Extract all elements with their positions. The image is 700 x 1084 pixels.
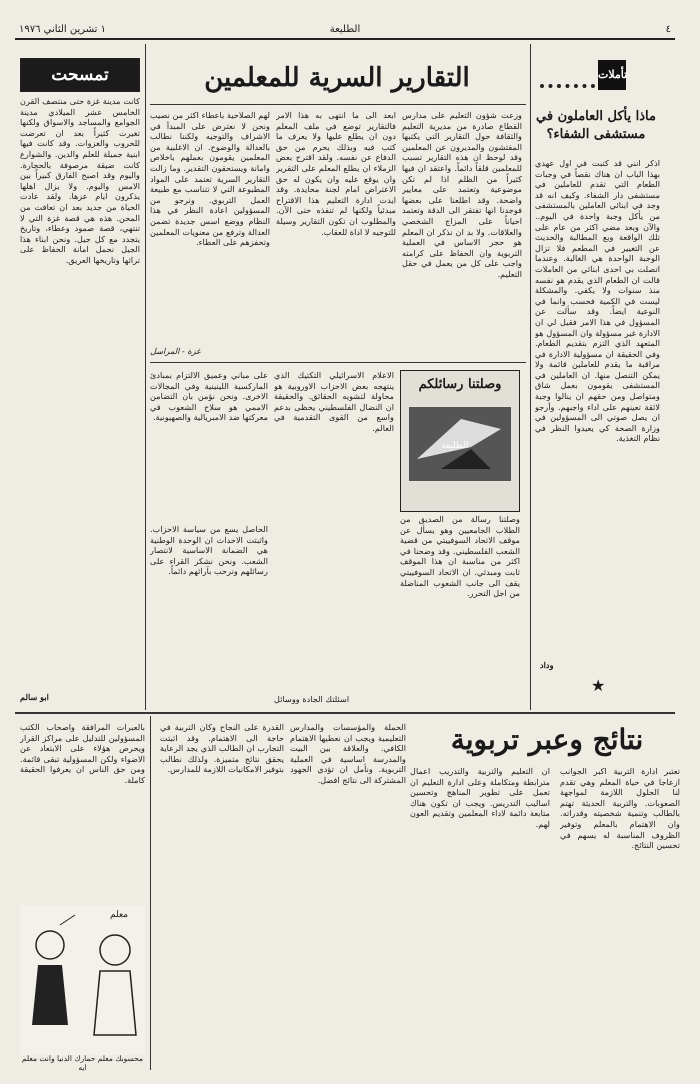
star-icon: ★ <box>591 676 606 695</box>
letters-col-d: الحاصل يسع من سياسة الاحزاب. واثبتت الاحداث ان الوحدة الوطنية هي الضمانة الاساسية لانتصار الشعب. ونحن نشكر القراء على رسائلهم ونرحب بآرائهم دائماً. <box>150 524 268 577</box>
letters-col-c: على مباني وعميق الالتزام بمبادئ الماركسية اللينينية وفي المجالات الاخرى. ونحن نؤمن بان التضامن الاممي هو سلاح الشعوب في معركتها ضد الامبريالية والصهيونية. <box>150 370 268 423</box>
cartoon-label: معلم <box>110 910 129 920</box>
column-rule <box>530 44 531 710</box>
education-headline: نتائج وعبر تربوية <box>450 723 644 756</box>
teachers-col-c: لهم الصلاحية باعطاء اكثر من نصيب ونحن لا نعترض على المبدأ في الاشراف والتوجيه ولكننا نطالب بالعدالة والوضوح. ان الاغلبية من المعلمين يقومون بعملهم باخلاص وامانة ويستحقون التقدير. وما زالت التقارير السرية تعتمد على المواد المطبوعة التي لا تتناسب مع طبيعة العمل التربوي. ونرجو من المسؤولين اعادة النظر في هذا النظام ووضع اسس جديدة تضمن العدالة وترفع من معنويات المعلمين وتحفزهم على العطاء. <box>150 110 270 248</box>
headline-rule <box>150 104 526 105</box>
bottom-left-body: بالعبرات المرافقة واصحاب الكتب المسؤولين للتدليل على مراكز القرار ويحرص هؤلاء على الابتعاد عن الاضواء ولكن المسؤولية تبقى قائمة. ومن حق الناس ان يعرفوا الحقيقة كاملة. <box>20 722 145 785</box>
education-col-c: الحملة والمؤسسات والمدارس التعليمية ويجب ان نعطيها الاهتمام الكافي. والعلاقة بين البيت والمدرسة اساسية في العملية التربوية. ونأمل ان تؤدي الجهود المشتركة الى نتائج افضل. <box>290 722 406 785</box>
right-column-body: اذكر انني قد كتبت في اول عهدي بهذا الباب ان هناك نقصاً في وجبات الطعام التي تقدم للعاملين في مستشفى دار الشفاء. وكيف انه قد وجد في ابنائي العاملين بالمستشفى من يأكل وجبة واحدة في اليوم.. والآن وبعد مضي اكثر من عام على تلك الواقعة وبع المطالبة والحديث عن التغيير في المطعم فلا تزال الوجبة الواحدة هي الغالبة. وعندما اتصلت بي احدى ابنائي من العاملات قالت ان الطعام الذي يقدم هو نفسه منذ سنوات ولا يكفي. والمشكلة ليست في الكمية فحسب وانما في النوعية ايضاً. وقد سألت عن المسؤول في هذا الامر فقيل لي ان الادارة غير مسؤولة وان المسؤول هو المتعهد الذي التزم بتقديم الطعام. وفي الحقيقة ان مسؤولية الادارة في مراقبة ما يقدم للعاملين قائمة ولا يمكن التنصل منها. ان العاملين في المستشفى يقومون بعمل شاق ومتواصل ومن حقهم ان ينالوا وجبة لائقة تعينهم على اداء واجبهم. وأرجو ان يصل صوتي الى المسؤولين في وزارة الصحة كي يعيدوا النظر في نظام التغذية. <box>535 158 660 444</box>
education-col-a: تعتبر ادارة التربية اكبر الجوانب ازعاجا في حياة المعلم وهي تقدم لنا الحلول اللازمة لمواجهة الصعوبات. والتربية الحديثة تهتم بالطالب وتنمية شخصيته وقدراته. وان الاهتمام بالمعلم وتوفير الظروف المناسبة له يسهم في تحسين النتائج. <box>560 766 680 851</box>
education-col-b: ان التعليم والتربية والتدريب اعمال مترابطة ومتكاملة وعلى ادارة التعليم ان تعمل على تطوير المناهج وتحسين اساليب التدريس. ويجب ان تكون هناك متابعة دائمة لاداء المعلمين وتقديم العون لهم. <box>410 766 550 829</box>
column-rule <box>150 716 151 1070</box>
right-column-signature: وداد <box>540 660 554 670</box>
left-column-logo: تمسحت <box>20 58 140 92</box>
section-title: الطليعة <box>329 24 361 35</box>
letters-box <box>400 370 520 512</box>
letters-col-b: الاعلام الاسرائيلي التكتيك الذي ينتهجه بعض الاحزاب الاوروبية هو محاولة لتشويه الحقائق. والحقيقة ان النضال الفلسطيني يحظى بدعم واسع من القوى التقدمية في العالم. <box>274 370 394 433</box>
logo-dots <box>540 80 595 88</box>
section-rule <box>150 362 526 363</box>
issue-date: ١ تشرين الثاني ١٩٧٦ <box>19 24 107 35</box>
left-column-body: كانت مدينة غزة حتى منتصف القرن الخامس عشر الميلادي مدينة الجوامع والمساجد والاسواق ولكنها تغيرت كثيراً بعد ان تعرضت للحروب والغزوات. وقد كانت فيها ابنية جميلة للعلم والدين. والشوارع كانت ضيقة مرصوفة بالحجارة. واليوم وقد اصبح الفارق كبيراً بين الامس واليوم. ولا يزال اهلها يذكرون ايام عزها. ولقد عادت الحياة من جديد بعد ان تعافت من المحن. هذه هي قصة غزة التي لا تنتهي، قصة صمود وعطاء، وتاريخ يتجدد مع كل جيل. ونحن ابناء هذا الجيل نحمل امانة الحفاظ على تراثها وتاريخها العريق. <box>20 96 140 265</box>
cartoon-caption: محسوبك معلم حمارك الدنيا وانت معلم ايه <box>21 1054 144 1072</box>
column-logo: تأملات <box>598 60 626 90</box>
cartoon-illustration <box>20 905 145 1055</box>
teachers-headline: التقارير السرية للمعلمين <box>204 63 470 93</box>
education-col-d: القدرة على النجاح وكان التربية في حاجة الى الاهتمام. وقد اثبتت التجارب ان الطالب الذي يجد الرعاية يحقق نتائج متميزة. ولذلك نطالب بتوفير الامكانيات اللازمة للمدارس. <box>160 722 284 775</box>
left-column-signature: ابو سالم <box>20 692 49 702</box>
teachers-col-a: وزعت شؤون التعليم على مدارس القطاع صادرة من مديرية التعليم والثقافة حول التقارير التي يكتبها المفتشون والمديرون عن المعلمين وقد لوحظ ان هذه التقارير تسبب للمعلمين قلقاً دائماً. واعتقد ان فيها كثيراً من الظلم اذا لم تكن موضوعية وتعتمد على معايير واضحة. وقد اطلعنا على بعضها فوجدنا انها تفتقر الى الدقة وتعتمد احياناً على المزاج الشخصي والعلاقات. ولا بد ان نذكر ان المعلم هو حجر الاساس في العملية التربوية وان الحفاظ على كرامته واجب على كل من يعمل في حقل التعليم. <box>402 110 522 279</box>
teachers-col-b: ابعد الى ما انتهى به هذا الامر فالتقارير توضع في ملف المعلم دون ان يطلع عليها ولا يعرف ما كتب فيه وبذلك يحرم من حق الدفاع عن نفسه. ولقد اقترح بعض الزملاء ان يطلع المعلم على التقرير وان يوقع عليه وان يكون له حق الاعتراض امام لجنة محايدة. وقد ايدت ادارة التعليم هذا الاقتراح مبدئياً ولكنها لم تنفذه حتى الآن. والمطلوب ان تكون التقارير وسيلة للتوجيه لا اداة للعقاب. <box>276 110 396 237</box>
page-number: ٤ <box>665 24 671 35</box>
right-column-title: ماذا يأكل العاملون في مستشفى الشفاء؟ <box>536 109 656 142</box>
letters-box-label: وصلتنا رسائلكم <box>418 377 502 392</box>
teachers-signature: غزة - المراسل <box>150 346 201 356</box>
column-rule <box>145 44 146 710</box>
letters-box-caption: الطليعة <box>441 441 469 451</box>
letters-col-a: وصلتنا رسالة من الصديق من الطلاب الجامعيين وهو يسأل عن موقف الاتحاد السوفييتي من قضية الشعب الفلسطيني. وقد وضحنا في اكثر من مناسبة ان هذا الموقف ثابت ومبدئي. ان الاتحاد السوفييتي يقف الى جانب الشعوب المناضلة من اجل التحرر. <box>400 514 520 599</box>
page-rule <box>15 712 675 714</box>
page-header <box>15 24 675 40</box>
letters-footer: اسئلتك الجادة ووسائل <box>274 694 350 704</box>
